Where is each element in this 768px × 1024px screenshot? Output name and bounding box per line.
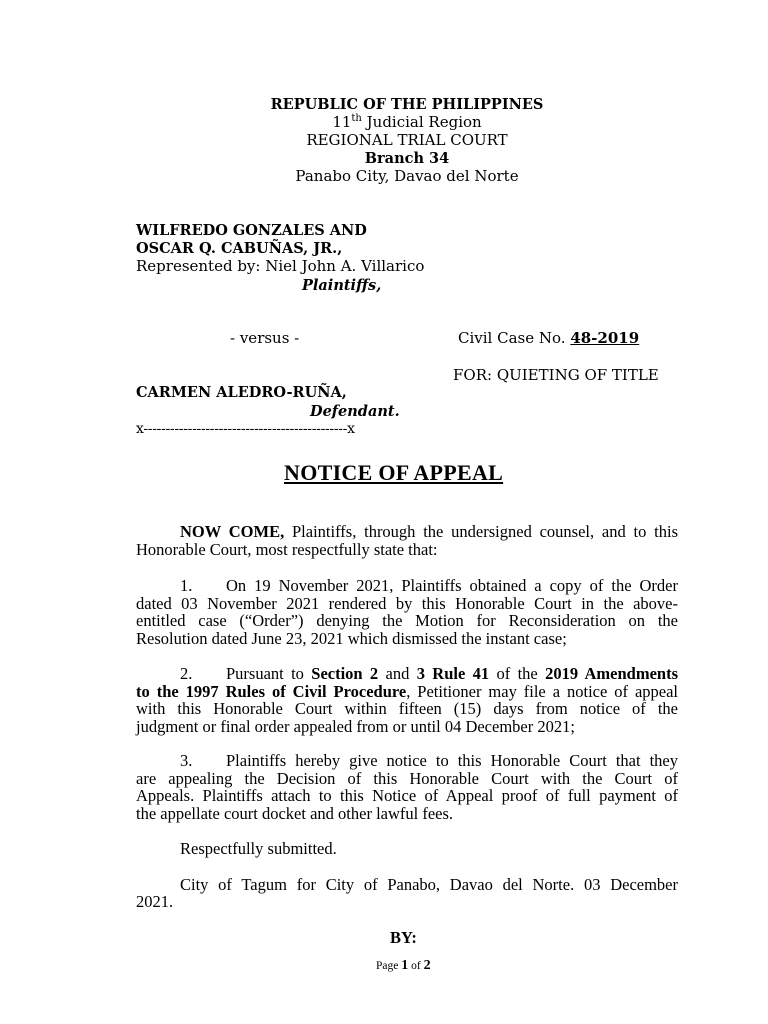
- case-number: 48-2019: [570, 329, 640, 347]
- intro-line-1-text: Plaintiffs, through the undersigned counsel, and to this: [284, 522, 679, 541]
- intro-line-1: [136, 523, 678, 541]
- plaintiff-name-line2: OSCAR Q. CABUÑAS, JR.,: [136, 240, 343, 257]
- para2-text-a: Pursuant to: [226, 664, 312, 683]
- caption-separator: x----------------------------------------------x: [136, 421, 355, 437]
- para3-line-4: the appellate court docket and other lawful fees.: [136, 804, 454, 823]
- case-prefix: Civil Case No.: [458, 329, 571, 347]
- plaintiff-name-line1: WILFREDO GONZALES AND: [136, 222, 367, 239]
- para2-number: 2.: [180, 664, 193, 683]
- civil-case-number: [458, 329, 639, 348]
- defendant-name: CARMEN ALEDRO-RUÑA,: [136, 384, 347, 401]
- header-location: Panabo City, Davao del Norte: [295, 167, 519, 185]
- para1-line-1-text: On 19 November 2021, Plaintiffs obtained a copy of the Order: [226, 576, 678, 595]
- footer-page-number: 1: [401, 958, 409, 973]
- para3-line-1: [136, 752, 678, 770]
- footer-page-total: 2: [423, 958, 431, 973]
- para2-amendments: 2019 Amendments: [545, 664, 678, 683]
- para1-line-2: dated 03 November 2021 rendered by this Honorable Court in the above-: [136, 594, 678, 613]
- para1-number: 1.: [180, 576, 193, 595]
- para2-line-2-text: , Petitioner may file a notice of appeal: [406, 682, 678, 701]
- para1-line-3: entitled case (“Order”) denying the Motion for Reconsideration on the: [136, 611, 678, 630]
- by-label: BY:: [390, 928, 417, 947]
- region-superscript: th: [351, 113, 362, 124]
- region-text: Judicial Region: [361, 113, 482, 131]
- header-branch: Branch 34: [364, 150, 450, 167]
- place-date-text: City of Tagum for City of Panabo, Davao del Norte. 03 December: [180, 875, 678, 894]
- para2-line-1: [136, 665, 678, 683]
- para2-section-2: Section 2: [311, 664, 379, 683]
- place-date-line-2: 2021.: [136, 892, 174, 911]
- versus-text: - versus -: [230, 329, 300, 347]
- defendant-label: Defendant.: [310, 403, 400, 420]
- para2-line-3: with this Honorable Court within fifteen (15) days from notice of the: [136, 699, 678, 718]
- para1-line-4: Resolution dated June 23, 2021 which dismissed the instant case;: [136, 629, 567, 648]
- header-republic: REPUBLIC OF THE PHILIPPINES: [270, 96, 544, 113]
- header-court: REGIONAL TRIAL COURT: [306, 131, 508, 149]
- footer-page-word: Page: [376, 960, 402, 972]
- para1-line-1: [136, 577, 678, 595]
- region-number: 11: [332, 113, 352, 131]
- respectfully-submitted: Respectfully submitted.: [180, 839, 337, 858]
- para3-line-1-text: Plaintiffs hereby give notice to this Honorable Court that they: [226, 751, 678, 770]
- para2-text-e: of the: [489, 664, 546, 683]
- para3-line-2: are appealing the Decision of this Honorable Court with the Court of: [136, 769, 678, 788]
- page-footer: [376, 958, 431, 974]
- footer-of-word: of: [408, 960, 424, 972]
- para2-rule-41: 3 Rule 41: [416, 664, 490, 683]
- place-date-line-1: [136, 876, 678, 894]
- document-title: NOTICE OF APPEAL: [284, 460, 504, 485]
- intro-bold: NOW COME,: [180, 522, 285, 541]
- case-nature: FOR: QUIETING OF TITLE: [453, 366, 659, 384]
- plaintiffs-label: Plaintiffs,: [302, 277, 382, 294]
- intro-line-2: Honorable Court, most respectfully state that:: [136, 540, 438, 559]
- para2-line-4: judgment or final order appealed from or until 04 December 2021;: [136, 717, 575, 736]
- para3-number: 3.: [180, 751, 193, 770]
- represented-by: Represented by: Niel John A. Villarico: [136, 257, 425, 275]
- para2-text-c: and: [378, 664, 417, 683]
- para3-line-3: Appeals. Plaintiffs attach to this Notice of Appeal proof of full payment of: [136, 786, 678, 805]
- para2-rules-civil-procedure: to the 1997 Rules of Civil Procedure: [136, 682, 407, 701]
- header-judicial-region: [0, 113, 768, 132]
